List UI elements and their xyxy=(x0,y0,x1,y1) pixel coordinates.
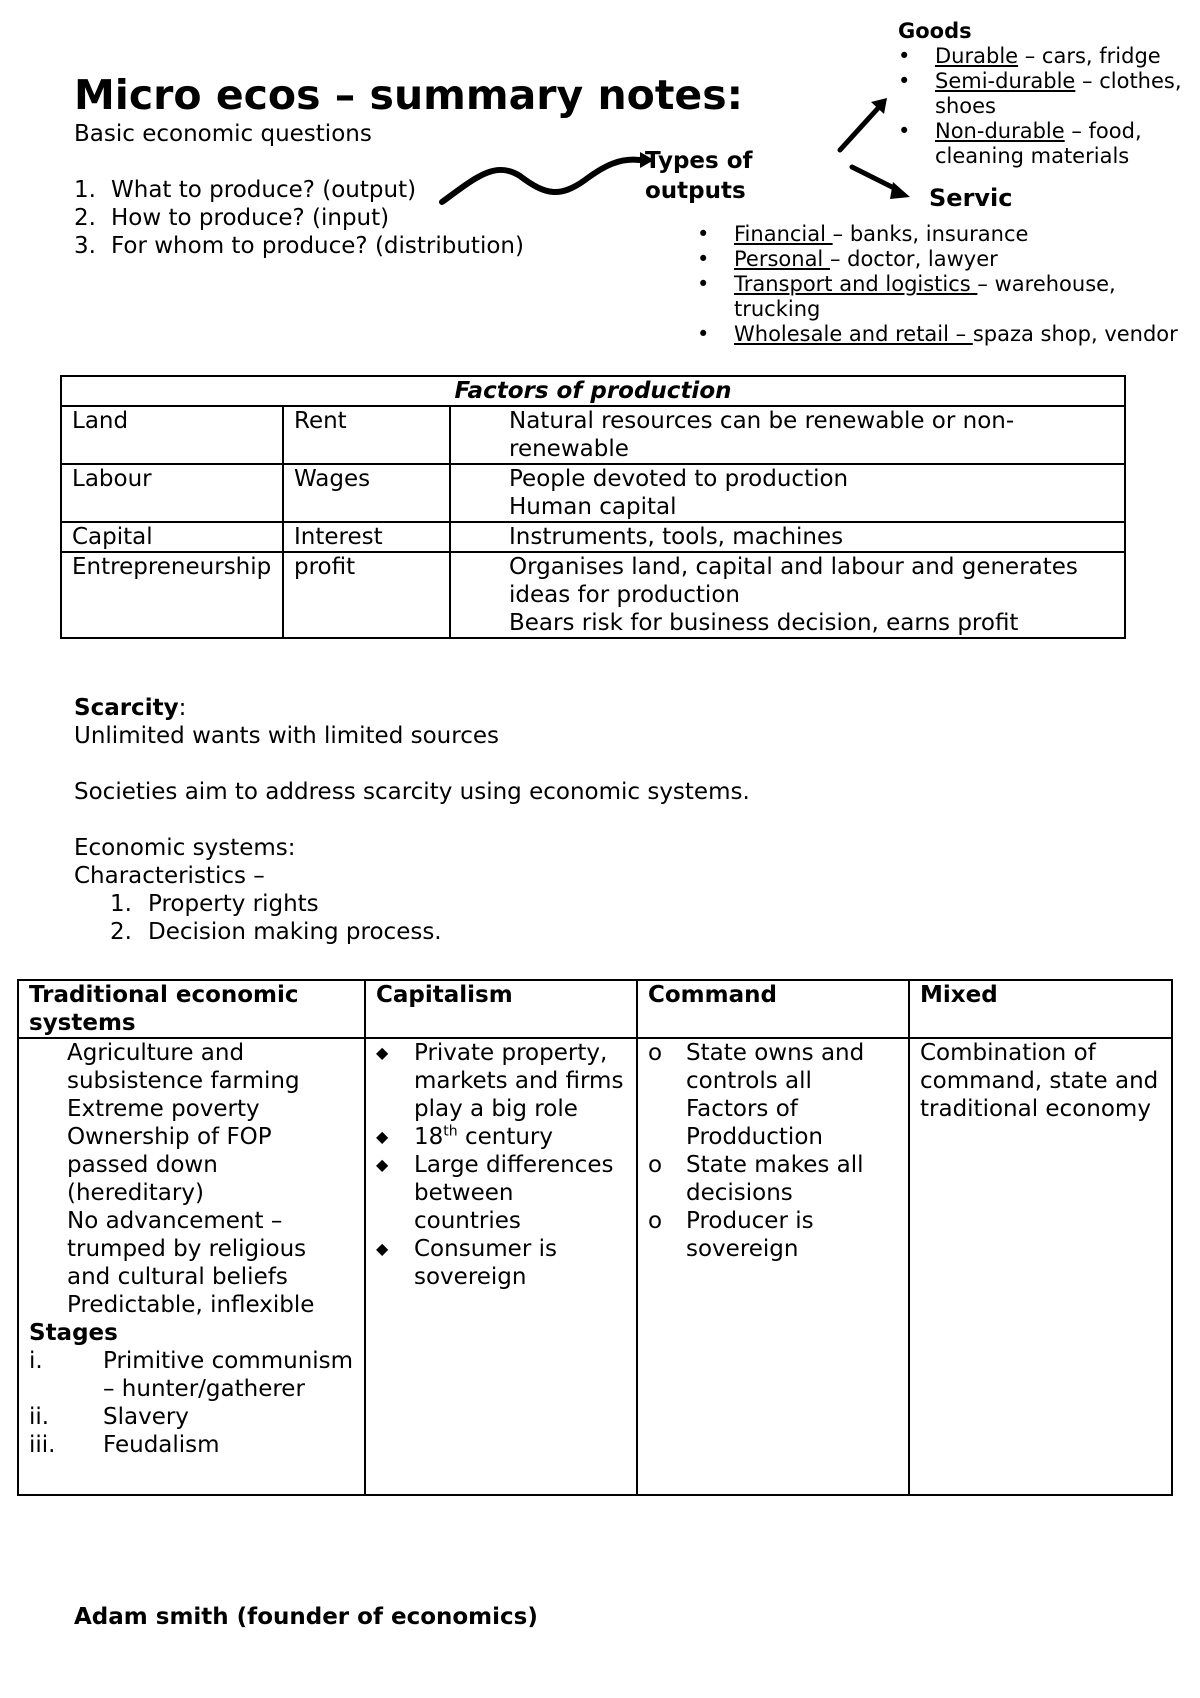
systems-label: Economic systems: xyxy=(74,835,296,861)
list-item: Predictable, inflexible xyxy=(67,1292,315,1318)
table-cell: Land xyxy=(61,406,283,464)
table-cell: Labour xyxy=(61,464,283,522)
goods-title: Goods xyxy=(898,19,972,43)
table-cell: Capital xyxy=(61,522,283,552)
list-item: ◆ Private property, markets and firms play a big role xyxy=(376,1040,624,1122)
table-cell: People devoted to production Human capital xyxy=(450,464,1125,522)
table-cell: Rent xyxy=(283,406,450,464)
list-item: No advancement – trumped by religious and cultural beliefs xyxy=(67,1208,307,1290)
table-row xyxy=(18,1038,1172,1495)
economic-systems-table xyxy=(17,979,1173,1496)
services-arrow xyxy=(852,167,898,190)
list-item: 2. Decision making process. xyxy=(110,919,442,945)
table-cell: Natural resources can be renewable or non-renewable xyxy=(450,406,1125,464)
header-traditional: Traditional economic systems xyxy=(18,980,365,1038)
list-item: • Financial – banks, insurance xyxy=(697,222,1029,246)
header-capitalism: Capitalism xyxy=(365,980,637,1038)
bullet-icon: • xyxy=(898,44,911,68)
diamond-bullet-icon: ◆ xyxy=(376,1155,389,1174)
list-item: iii. Feudalism xyxy=(29,1432,220,1458)
scarcity-label: Scarcity xyxy=(74,695,179,721)
bullet-icon: • xyxy=(898,69,911,93)
bullet-icon: • xyxy=(697,222,710,246)
table-row xyxy=(61,406,1125,464)
page-title: Micro ecos – summary notes: xyxy=(74,71,744,119)
stages-list xyxy=(29,1347,354,1459)
services-arrowhead xyxy=(890,182,910,199)
services-list xyxy=(697,222,1197,347)
diamond-bullet-icon: ◆ xyxy=(376,1239,389,1258)
characteristics-label: Characteristics – xyxy=(74,863,265,889)
list-item: 2. How to produce? (input) xyxy=(74,205,390,231)
table-cell: Wages xyxy=(283,464,450,522)
list-item: 1. What to produce? (output) xyxy=(74,177,417,203)
table-cell: Organises land, capital and labour and generates ideas for production Bears risk for business decision, earns profit xyxy=(450,552,1125,638)
services-title: Servic xyxy=(929,184,1013,212)
table-header-row xyxy=(18,980,1172,1038)
list-item: 3. For whom to produce? (distribution) xyxy=(74,233,524,259)
subtitle: Basic economic questions xyxy=(74,121,372,147)
list-item: • Durable – cars, fridge xyxy=(898,44,1161,68)
table-row xyxy=(61,464,1125,522)
mixed-cell: Combination of command, state and traditional economy xyxy=(909,1038,1172,1495)
goods-arrow xyxy=(840,106,880,150)
list-item: ii. Slavery xyxy=(29,1404,189,1430)
table-heading: Factors of production xyxy=(61,376,1125,406)
circle-bullet-icon: o xyxy=(648,1152,663,1178)
list-item: • Semi-durable – clothes, shoes xyxy=(898,69,1182,118)
bullet-icon: • xyxy=(697,272,710,296)
command-cell xyxy=(637,1038,909,1495)
bullet-icon: • xyxy=(697,247,710,271)
header-mixed: Mixed xyxy=(909,980,1172,1038)
list-item: o State makes all decisions xyxy=(648,1152,864,1206)
scarcity-definition: Unlimited wants with limited sources xyxy=(74,723,499,749)
list-item: • Transport and logistics – warehouse, trucking xyxy=(697,272,1116,321)
diamond-bullet-icon: ◆ xyxy=(376,1043,389,1062)
bullet-icon: • xyxy=(898,119,911,143)
scarcity-section: Scarcity: Unlimited wants with limited sources Societies aim to address scarcity using economic systems. Economic systems: Characteristics – 1. Property rights 2. Decision making process. xyxy=(74,694,1074,946)
diamond-bullet-icon: ◆ xyxy=(376,1127,389,1146)
list-item: o State owns and controls all Factors of Prodduction xyxy=(648,1040,865,1150)
factors-of-production-table xyxy=(60,375,1126,639)
list-item: i. Primitive communism – hunter/gatherer xyxy=(29,1348,354,1402)
bullet-icon: • xyxy=(697,322,710,346)
list-item: ◆ 18th century xyxy=(376,1123,554,1150)
list-item: Ownership of FOP passed down (hereditary) xyxy=(67,1124,272,1206)
adam-smith-heading: Adam smith (founder of economics) xyxy=(74,1604,538,1630)
list-item: • Non-durable – food, cleaning materials xyxy=(898,119,1142,168)
circle-bullet-icon: o xyxy=(648,1208,663,1234)
list-item: Agriculture and subsistence farming xyxy=(67,1040,300,1094)
list-item: o Producer is sovereign xyxy=(648,1208,814,1262)
list-item: Extreme poverty xyxy=(67,1096,260,1122)
wavy-arrow xyxy=(442,160,640,202)
list-item: ◆ Large differences between countries xyxy=(376,1152,614,1234)
stages-label: Stages xyxy=(29,1320,118,1346)
list-item: 1. Property rights xyxy=(110,891,319,917)
types-of-outputs-label: Types of outputs xyxy=(645,148,753,204)
table-cell: profit xyxy=(283,552,450,638)
table-cell: Entrepreneurship xyxy=(61,552,283,638)
traditional-cell xyxy=(18,1038,365,1495)
table-row xyxy=(61,522,1125,552)
header-command: Command xyxy=(637,980,909,1038)
characteristics-list xyxy=(74,890,1074,946)
table-cell: Interest xyxy=(283,522,450,552)
list-item: • Personal – doctor, lawyer xyxy=(697,247,998,271)
capitalism-cell xyxy=(365,1038,637,1495)
list-item: ◆ Consumer is sovereign xyxy=(376,1236,557,1290)
circle-bullet-icon: o xyxy=(648,1040,663,1066)
list-item: • Wholesale and retail – spaza shop, vendor xyxy=(697,322,1178,346)
table-cell: Instruments, tools, machines xyxy=(450,522,1125,552)
table-row xyxy=(61,552,1125,638)
scarcity-aim: Societies aim to address scarcity using economic systems. xyxy=(74,779,750,805)
goods-list xyxy=(898,44,1198,169)
